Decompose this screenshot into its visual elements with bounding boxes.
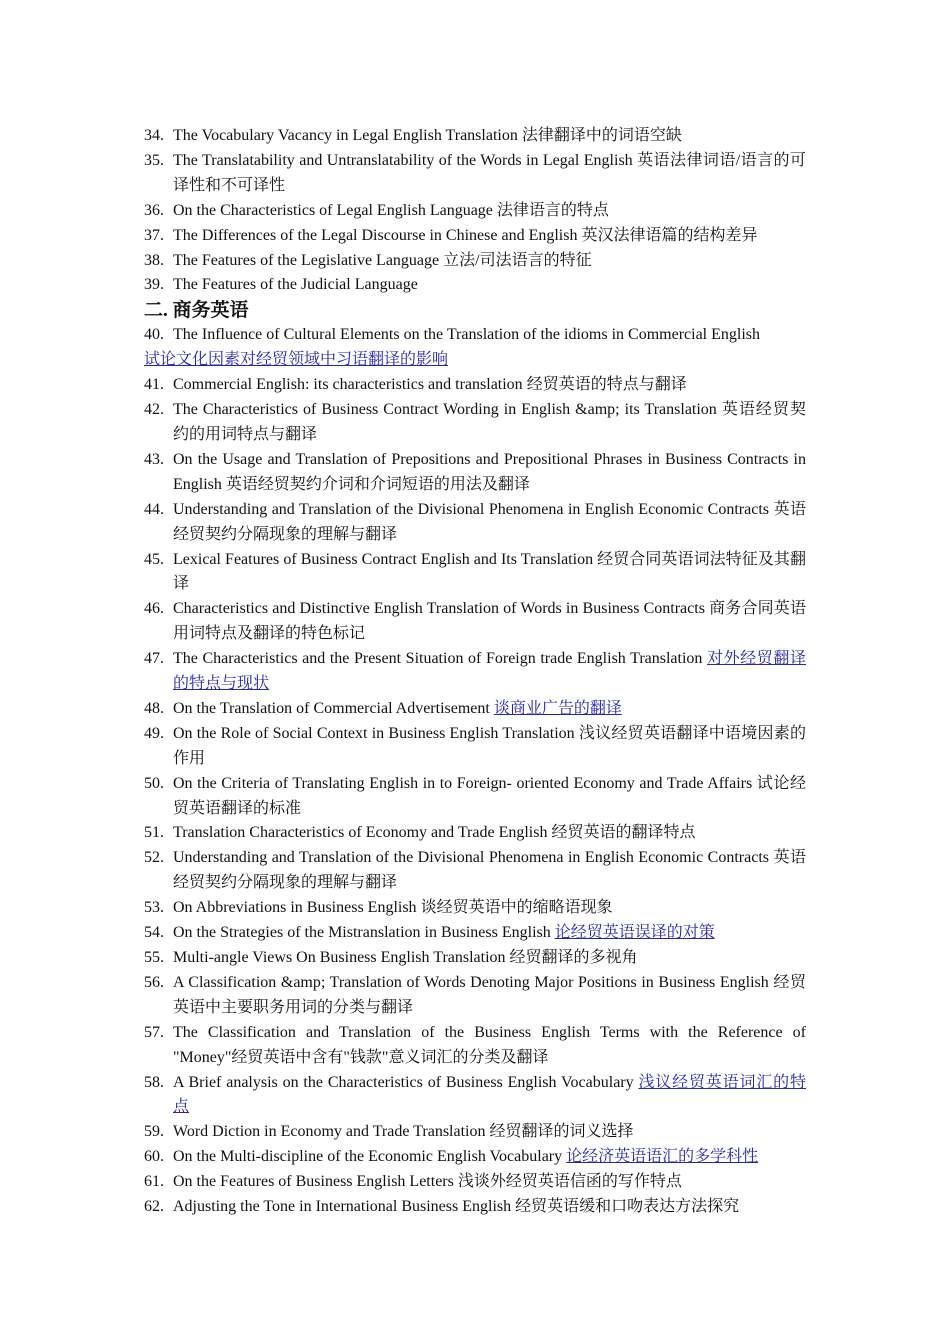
legal-english-list bbox=[144, 124, 806, 298]
item-title-en: On the Role of Social Context in Business English Translation bbox=[173, 724, 579, 742]
item-title-zh: 试论经贸英语翻译的标准 bbox=[173, 774, 806, 817]
item-number: 62. bbox=[144, 1198, 164, 1216]
item-title-en: The Features of the Legislative Language bbox=[173, 251, 444, 269]
item-number: 48. bbox=[144, 699, 164, 717]
section-heading-business-english: 二. 商务英语 bbox=[144, 300, 249, 322]
list-item bbox=[144, 921, 806, 946]
item-number: 47. bbox=[144, 650, 164, 668]
item-title-en: On the Characteristics of Legal English Language bbox=[173, 201, 497, 219]
item-number: 50. bbox=[144, 774, 164, 792]
item-title-en: Understanding and Translation of the Divisional Phenomena in English Economic Contracts bbox=[173, 849, 774, 867]
document-page bbox=[144, 124, 806, 1220]
item-title-zh: 谈经贸英语中的缩略语现象 bbox=[420, 899, 613, 917]
item-title-en: Translation Characteristics of Economy and Trade English bbox=[173, 824, 552, 842]
list-item bbox=[144, 149, 806, 199]
item-title-zh: 经贸翻译的词义选择 bbox=[489, 1123, 634, 1141]
list-item bbox=[144, 124, 806, 149]
item-title-zh-link[interactable]: 论经贸英语误译的对策 bbox=[554, 924, 715, 942]
item-number: 52. bbox=[144, 849, 164, 867]
item-title-en: On the Features of Business English Letters bbox=[173, 1173, 458, 1191]
list-item bbox=[144, 448, 806, 498]
item-title-en: The Differences of the Legal Discourse in Chinese and English bbox=[173, 226, 582, 244]
item-title-en: On the Usage and Translation of Prepositions and Prepositional Phrases in Business Contracts in English bbox=[173, 450, 806, 493]
item-title-en: Word Diction in Economy and Trade Translation bbox=[173, 1123, 490, 1141]
item-title-zh-link[interactable]: 浅议经贸英语词汇的特点 bbox=[173, 1073, 806, 1116]
item-title-zh: 商务合同英语用词特点及翻译的特色标记 bbox=[173, 600, 806, 643]
item-title-zh: 英语经贸契约分隔现象的理解与翻译 bbox=[173, 500, 806, 543]
item-number: 43. bbox=[144, 450, 164, 468]
item-title-zh: 法律语言的特点 bbox=[496, 201, 609, 219]
item-number: 51. bbox=[144, 824, 164, 842]
item-number: 40. bbox=[144, 326, 164, 344]
item-title-zh-link[interactable]: 对外经贸翻译的特点与现状 bbox=[173, 650, 806, 693]
item-title-en: The Characteristics of Business Contract Wording in English &amp; its Translation bbox=[173, 401, 722, 419]
list-item bbox=[144, 846, 806, 896]
item-number: 49. bbox=[144, 724, 164, 742]
item-title-zh-link[interactable]: 论经济英语语汇的多学科性 bbox=[566, 1148, 759, 1166]
item-title-zh: 英汉法律语篇的结构差异 bbox=[581, 226, 758, 244]
list-item bbox=[144, 1170, 806, 1195]
item-number: 44. bbox=[144, 500, 164, 518]
item-number: 34. bbox=[144, 127, 164, 144]
list-item bbox=[144, 1145, 806, 1170]
list-item bbox=[144, 224, 806, 249]
item-title-en: A Brief analysis on the Characteristics of Business English Vocabulary bbox=[173, 1073, 639, 1091]
item-title-en: The Classification and Translation of the Business English Terms with the Reference of "Money" bbox=[173, 1023, 806, 1066]
item-title-en: Lexical Features of Business Contract English and Its Translation bbox=[173, 550, 598, 568]
item-title-zh: 经贸英语中含有"钱款"意义词汇的分类及翻译 bbox=[231, 1048, 549, 1066]
item-number: 35. bbox=[144, 151, 164, 169]
list-item bbox=[144, 821, 806, 846]
item-number: 60. bbox=[144, 1148, 164, 1166]
list-item bbox=[144, 498, 806, 548]
item-title-zh: 英语经贸契约分隔现象的理解与翻译 bbox=[173, 849, 806, 892]
list-item bbox=[144, 1071, 806, 1121]
item-number: 36. bbox=[144, 201, 164, 219]
item-title-en: Understanding and Translation of the Divisional Phenomena in English Economic Contracts bbox=[173, 500, 774, 518]
item-number: 58. bbox=[144, 1073, 164, 1091]
item-title-zh: 立法/司法语言的特征 bbox=[443, 251, 592, 269]
item-title-zh: 浅谈外经贸英语信函的写作特点 bbox=[457, 1173, 682, 1191]
list-item bbox=[144, 946, 806, 971]
item-number: 45. bbox=[144, 550, 164, 568]
item-title-zh: 经贸英语的翻译特点 bbox=[551, 824, 696, 842]
item-number: 57. bbox=[144, 1023, 164, 1041]
item-number: 46. bbox=[144, 600, 164, 618]
item-number: 38. bbox=[144, 251, 164, 269]
item-title-en: The Features of the Judicial Language bbox=[173, 276, 418, 294]
item-number: 55. bbox=[144, 949, 164, 966]
item-title-en: The Influence of Cultural Elements on the Translation of the idioms in Commercial English bbox=[173, 326, 761, 344]
list-item bbox=[144, 273, 806, 298]
item-number: 59. bbox=[144, 1123, 164, 1141]
list-item bbox=[144, 697, 806, 722]
item-title-en: Commercial English: its characteristics and translation bbox=[173, 376, 527, 394]
list-item bbox=[144, 896, 806, 921]
list-item bbox=[144, 1120, 806, 1145]
list-item bbox=[144, 722, 806, 772]
list-item bbox=[144, 971, 806, 1021]
list-item bbox=[144, 323, 806, 348]
item-title-zh-link[interactable]: 谈商业广告的翻译 bbox=[493, 699, 622, 717]
item-title-zh: 英语经贸契约的用词特点与翻译 bbox=[173, 401, 806, 443]
list-item bbox=[144, 1021, 806, 1071]
business-english-list bbox=[144, 373, 806, 1220]
item-title-en: Characteristics and Distinctive English Translation of Words in Business Contracts bbox=[173, 600, 710, 618]
list-item bbox=[144, 199, 806, 224]
list-item bbox=[144, 1195, 806, 1220]
list-item bbox=[144, 373, 806, 398]
item-number: 39. bbox=[144, 276, 164, 294]
item-title-en: A Classification &amp; Translation of Words Denoting Major Positions in Business English bbox=[173, 973, 774, 991]
list-item bbox=[144, 647, 806, 697]
list-item bbox=[144, 772, 806, 822]
item-title-zh: 经贸英语的特点与翻译 bbox=[526, 376, 687, 394]
item-title-en: Multi-angle Views On Business English Translation bbox=[173, 949, 510, 966]
list-item bbox=[144, 398, 806, 448]
item-number: 41. bbox=[144, 376, 164, 394]
item-number: 53. bbox=[144, 899, 164, 917]
item-40-link[interactable]: 试论文化因素对经贸领域中习语翻译的影响 bbox=[144, 351, 449, 369]
item-title-en: The Characteristics and the Present Situation of Foreign trade English Translation bbox=[173, 650, 708, 668]
item-title-zh: 经贸合同英语词法特征及其翻译 bbox=[173, 550, 806, 593]
item-title-zh: 法律翻译中的词语空缺 bbox=[521, 127, 682, 144]
item-40-link-line bbox=[144, 348, 806, 373]
item-title-zh: 英语法律词语/语言的可译性和不可译性 bbox=[173, 151, 806, 194]
item-title-en: On the Strategies of the Mistranslation in Business English bbox=[173, 924, 555, 942]
item-title-zh: 经贸英语中主要职务用词的分类与翻译 bbox=[173, 973, 806, 1016]
item-title-zh: 经贸英语缓和口吻表达方法探究 bbox=[515, 1198, 740, 1216]
item-number: 42. bbox=[144, 401, 164, 419]
item-number: 37. bbox=[144, 226, 164, 244]
item-title-zh: 英语经贸契约介词和介词短语的用法及翻译 bbox=[225, 475, 530, 493]
item-title-en: On the Multi-discipline of the Economic English Vocabulary bbox=[173, 1148, 567, 1166]
item-title-en: On the Criteria of Translating English in to Foreign- oriented Economy and Trade Affairs bbox=[173, 774, 757, 792]
item-title-en: On the Translation of Commercial Advertisement bbox=[173, 699, 494, 717]
item-number: 54. bbox=[144, 924, 164, 942]
item-title-en: The Translatability and Untranslatability of the Words in Legal English bbox=[173, 151, 638, 169]
list-item bbox=[144, 597, 806, 647]
list-item bbox=[144, 548, 806, 598]
item-title-en: On Abbreviations in Business English bbox=[173, 899, 421, 917]
item-title-en: The Vocabulary Vacancy in Legal English Translation bbox=[173, 127, 522, 144]
item-title-zh: 浅议经贸英语翻译中语境因素的作用 bbox=[173, 724, 806, 767]
item-number: 56. bbox=[144, 973, 164, 991]
item-title-en: Adjusting the Tone in International Business English bbox=[173, 1198, 516, 1216]
item-title-zh: 经贸翻译的多视角 bbox=[509, 949, 638, 966]
list-item bbox=[144, 249, 806, 274]
item-number: 61. bbox=[144, 1173, 164, 1191]
